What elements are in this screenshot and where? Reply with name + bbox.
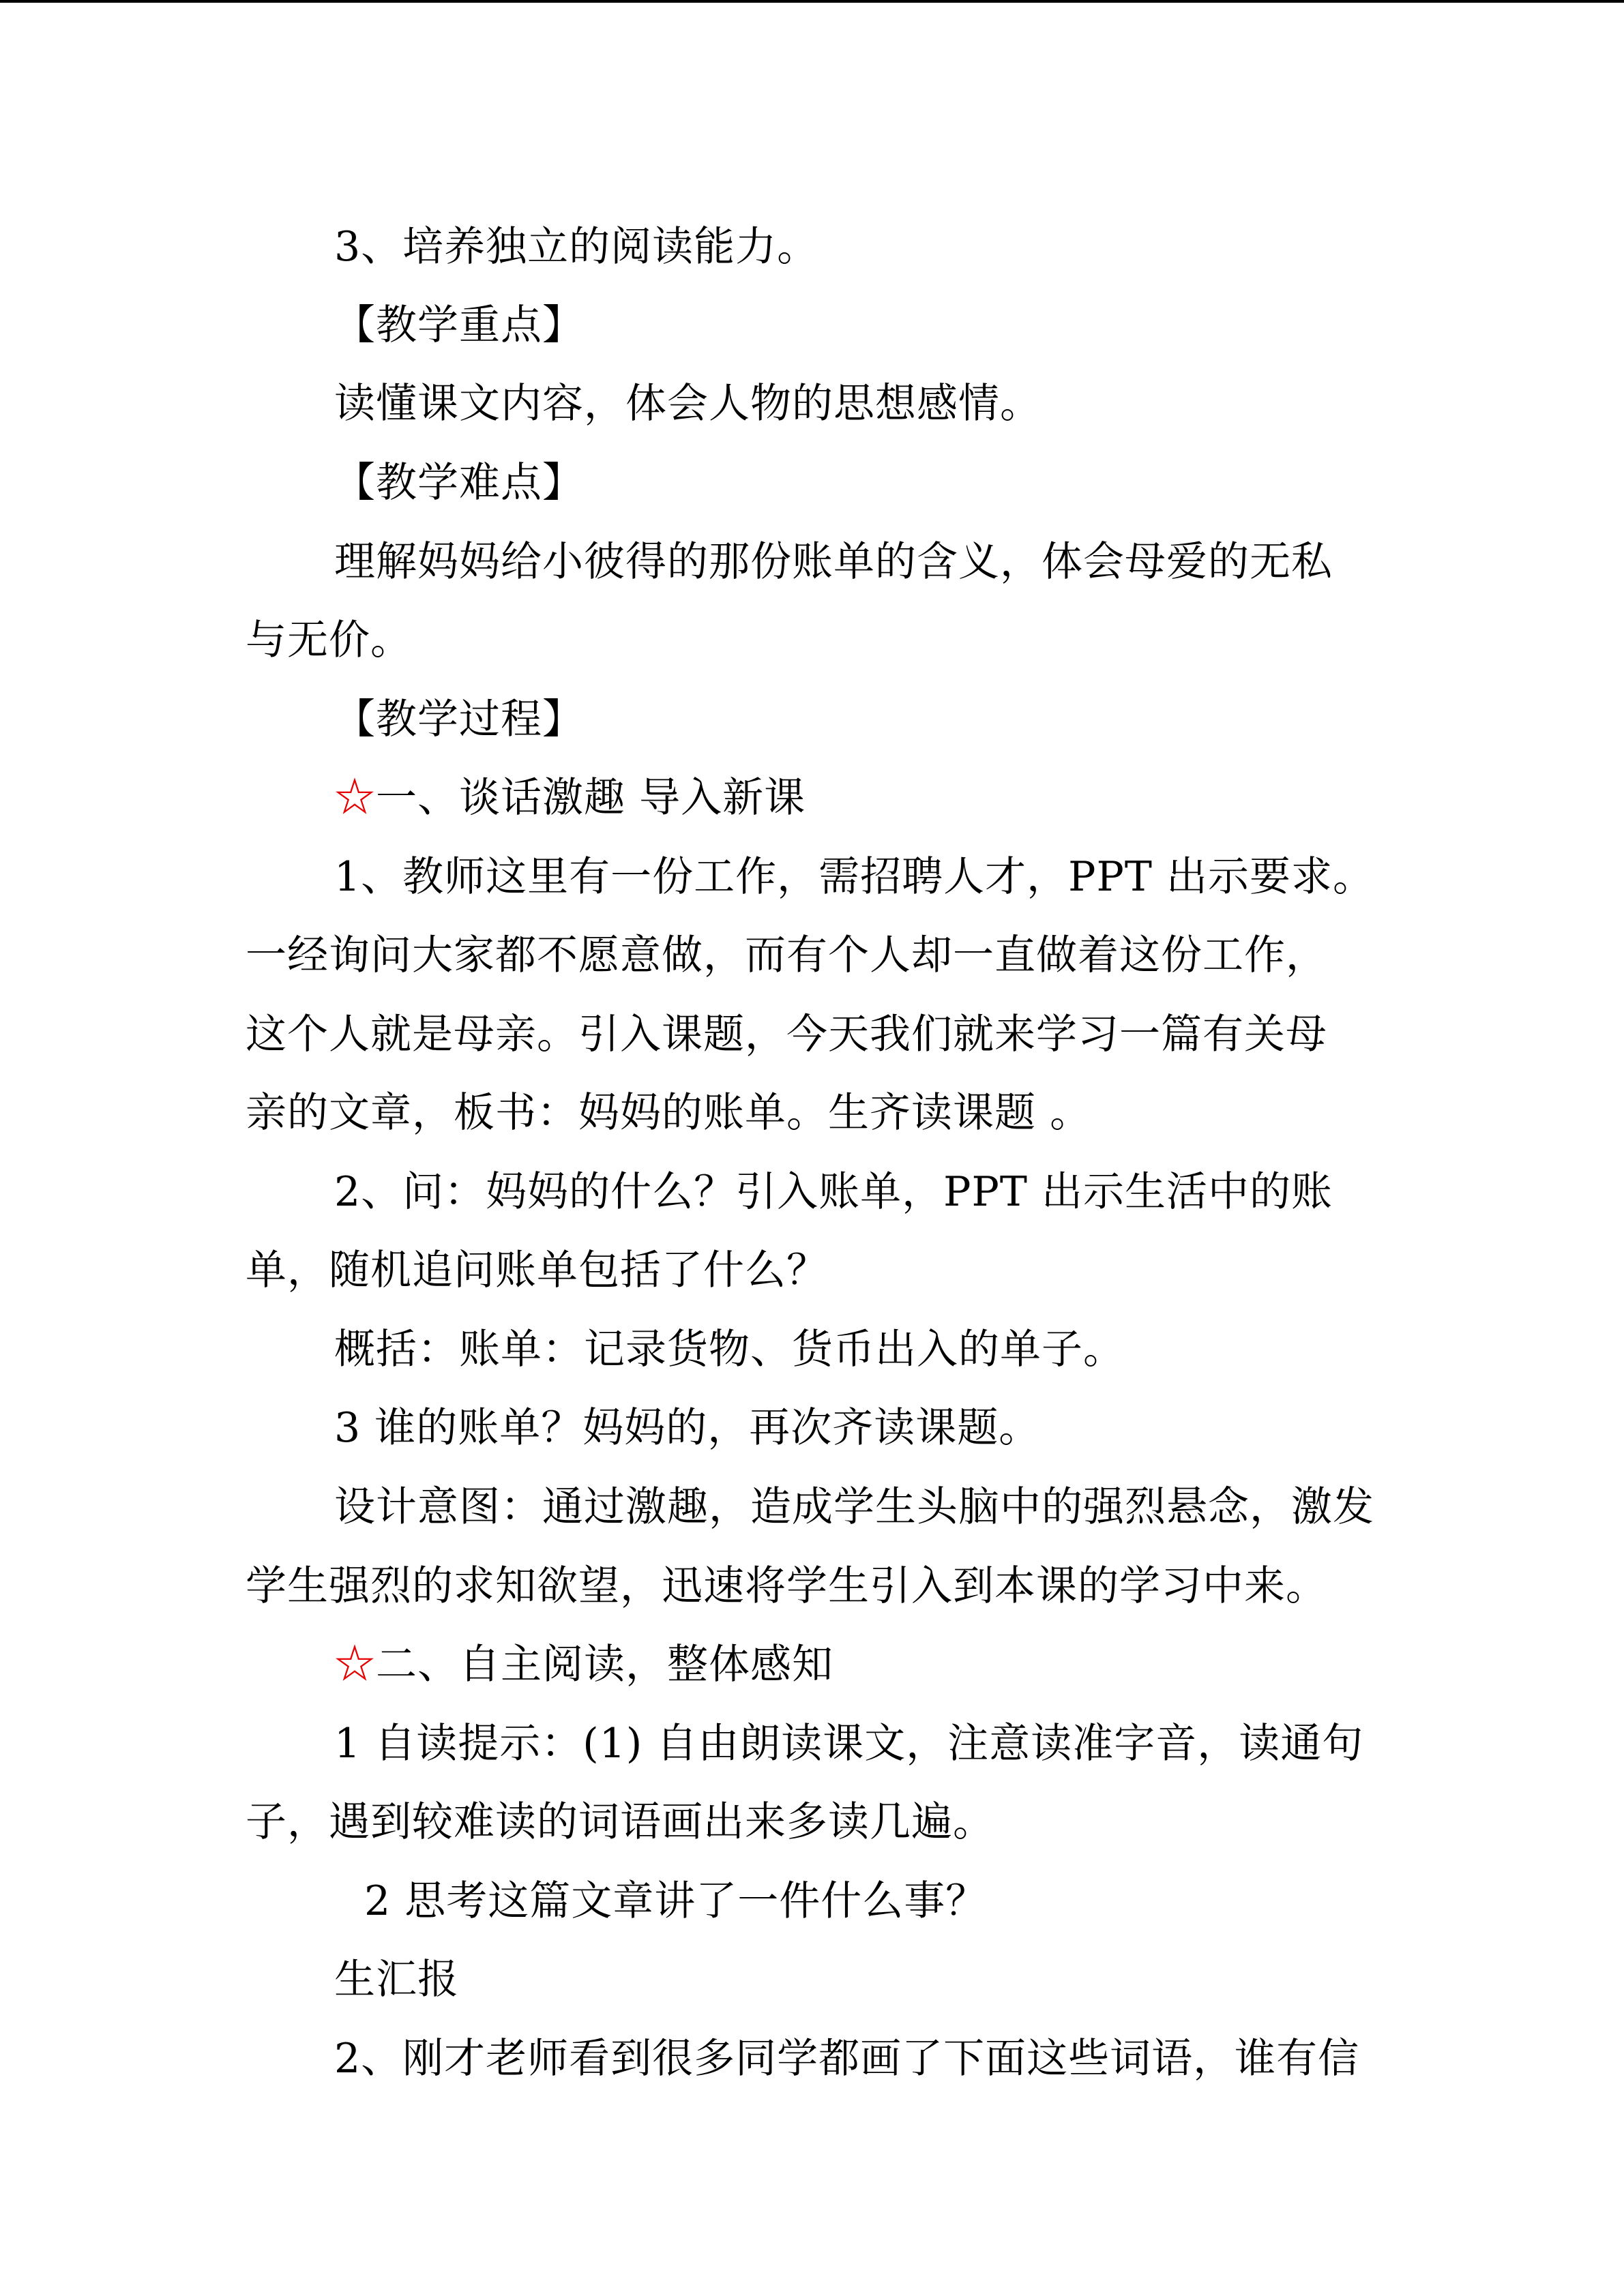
section-heading-text: 一、谈话激趣 导入新课 [376,774,806,822]
text-line: 学生强烈的求知欲望，迅速将学生引入到本课的学习中来。 [246,1562,1327,1610]
text-line: 读懂课文内容，体会人物的思想感情。 [334,380,1042,428]
text-line: 这个人就是母亲。引入课题，今天我们就来学习一篇有关母 [246,1011,1327,1058]
text-line: 2、刚才老师看到很多同学都画了下面这些词语，谁有信 [334,2035,1360,2083]
text-line: 2、问：妈妈的什么？引入账单，PPT 出示生活中的账 [334,1168,1333,1216]
text-line: 3 谁的账单？妈妈的，再次齐读课题。 [334,1404,1041,1452]
text-line: 3、培养独立的阅读能力。 [334,223,819,271]
text-line: 【教学难点】 [334,459,584,507]
star-icon: ☆ [334,1641,376,1688]
text-line: 与无价。 [246,616,412,664]
text-line: 2 思考这篇文章讲了一件什么事？ [364,1877,988,1925]
star-icon: ☆ [334,774,376,822]
section-heading [334,773,806,822]
text-line: 【教学过程】 [334,696,584,743]
text-line: 生汇报 [334,1956,459,2003]
text-line: 亲的文章，板书：妈妈的账单。生齐读课题 。 [246,1089,1092,1137]
text-line: 【教学重点】 [334,301,584,349]
text-line: 理解妈妈给小彼得的那份账单的含义，体会母爱的无私 [334,538,1333,586]
text-line: 子，遇到较难读的词语画出来多读几遍。 [246,1798,994,1846]
text-line: 一经询问大家都不愿意做，而有个人却一直做着这份工作， [246,931,1327,979]
text-line: 设计意图：通过激趣，造成学生头脑中的强烈悬念，激发 [334,1483,1374,1531]
text-line: 概括：账单：记录货物、货币出入的单子。 [334,1326,1125,1373]
section-heading-text: 二、自主阅读，整体感知 [376,1641,833,1688]
text-line: 1 自读提示：(1) 自由朗读课文，注意读准字音，读通句 [334,1720,1364,1768]
text-line: 1、教师这里有一份工作，需招聘人才，PPT 出示要求。 [334,853,1375,901]
text-line: 单，随机追问账单包括了什么？ [246,1247,828,1294]
section-heading [334,1640,833,1689]
top-border [0,0,1624,3]
